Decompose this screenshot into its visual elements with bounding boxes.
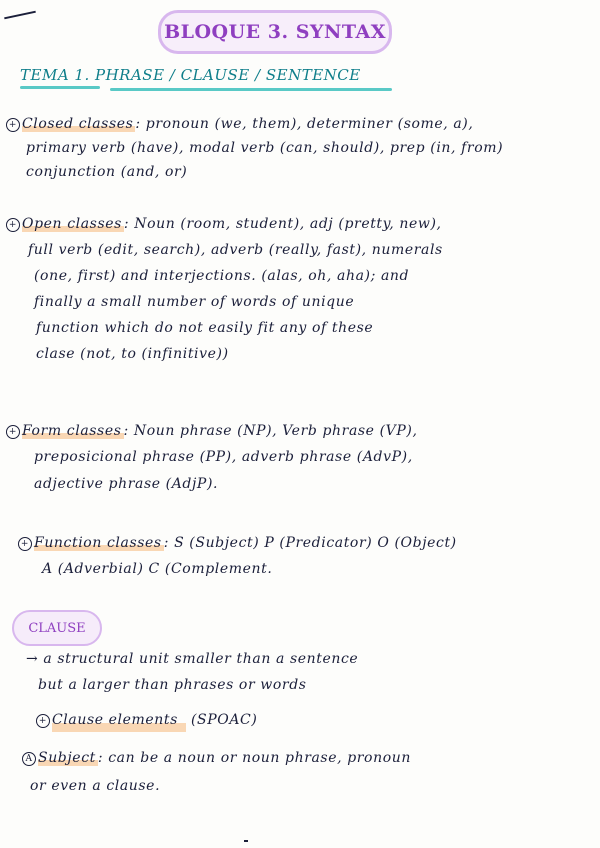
function-classes-note: [18, 530, 600, 582]
function-line-1: A (Adverbial) C (Complement.: [42, 561, 273, 577]
closed-text-0: : pronoun (we, them), determiner (some, a),: [135, 116, 474, 132]
function-text-0: : S (Subject) P (Predicator) O (Object): [163, 535, 457, 551]
subject-line-1: or even a clause.: [30, 778, 161, 794]
function-term: Function classes: [34, 535, 162, 551]
subject-note: [22, 744, 600, 800]
open-line-1: full verb (edit, search), adverb (really, fast), numerals: [28, 242, 443, 258]
clause-definition: [26, 646, 600, 698]
clause-elements-rest: (SPOAC): [185, 712, 258, 728]
topic-heading: [20, 66, 361, 84]
clause-elements-line: [36, 708, 600, 732]
clause-label: CLAUSE: [28, 620, 86, 636]
clause-elements-term: Clause elements: [52, 708, 186, 732]
open-term: Open classes: [22, 216, 122, 232]
corner-pen-stroke: [4, 11, 36, 20]
closed-line-0: [6, 112, 598, 136]
open-line-5: clase (not, to (infinitive)): [36, 346, 229, 362]
form-text-0: : Noun phrase (NP), Verb phrase (VP),: [123, 423, 418, 439]
plus-bullet-icon: +: [6, 425, 20, 439]
subject-term: Subject: [38, 750, 96, 766]
open-line-2: (one, first) and interjections. (alas, oh, aha); and: [34, 268, 410, 284]
closed-term: Closed classes: [22, 116, 134, 132]
closed-line-1: primary verb (have), modal verb (can, should), prep (in, from): [26, 140, 504, 156]
subject-text-0: : can be a noun or noun phrase, pronoun: [97, 750, 411, 766]
form-line-1: preposicional phrase (PP), adverb phrase (AdvP),: [34, 449, 413, 465]
form-line-2: adjective phrase (AdjP).: [34, 476, 219, 492]
closed-classes-note: [6, 112, 598, 184]
clause-highlight: [12, 610, 102, 646]
clause-definition-line-0: → a structural unit smaller than a sentence: [26, 651, 359, 667]
title-highlight: [158, 10, 392, 54]
plus-bullet-icon: +: [6, 218, 20, 232]
form-classes-note: [6, 418, 598, 498]
open-classes-note: [6, 212, 598, 367]
open-line-0: [6, 212, 598, 237]
page-title: BLOQUE 3. SYNTAX: [164, 21, 386, 43]
plus-bullet-icon: +: [6, 118, 20, 132]
form-line-0: [6, 418, 598, 444]
plus-bullet-icon: +: [18, 537, 32, 551]
function-line-0: [18, 530, 600, 556]
clause-definition-line-1: but a larger than phrases or words: [38, 677, 307, 693]
a-bullet-icon: A: [22, 752, 36, 766]
clause-elements-note: [36, 708, 600, 732]
topic-underline-2: [110, 88, 392, 91]
open-line-3: finally a small number of words of unique: [34, 294, 355, 310]
topic-underline-1: [20, 86, 100, 89]
form-term: Form classes: [22, 423, 122, 439]
page-mark: [244, 840, 248, 842]
topic-text: TEMA 1. PHRASE / CLAUSE / SENTENCE: [20, 66, 361, 84]
closed-line-2: conjunction (and, or): [26, 164, 188, 180]
subject-line-0: [22, 744, 600, 772]
open-line-4: function which do not easily fit any of these: [36, 320, 374, 336]
plus-bullet-icon: +: [36, 714, 50, 728]
open-text-0: : Noun (room, student), adj (pretty, new),: [123, 216, 442, 232]
